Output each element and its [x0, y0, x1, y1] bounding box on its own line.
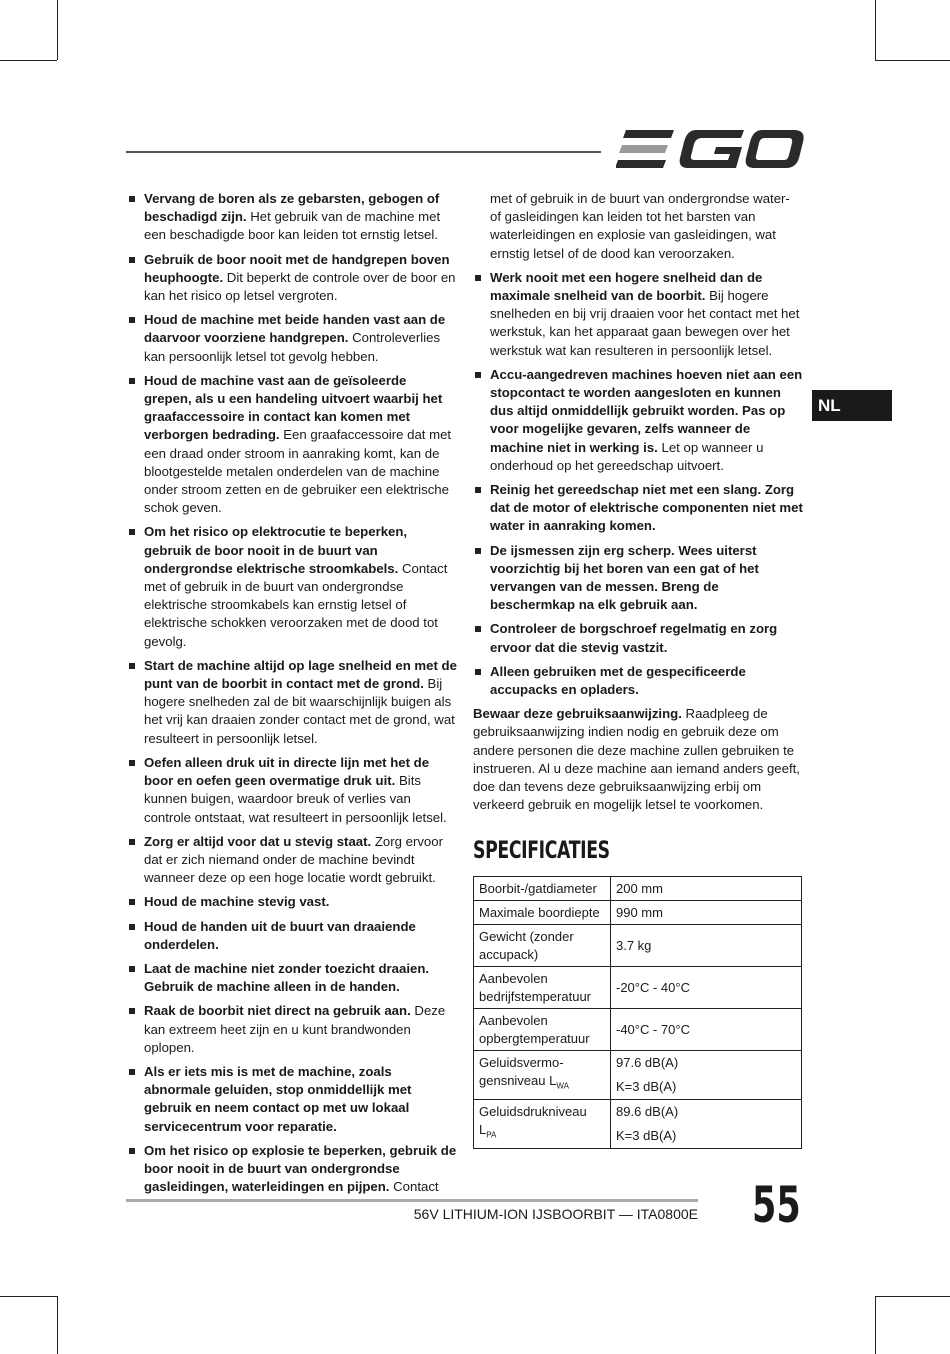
bullet-text: Bits kunnen buigen, waardoor breuk of verlies van controle ontstaat, wat resulteert in persoonlijk letsel.: [144, 773, 447, 825]
page-number: 55: [752, 1176, 801, 1234]
bullet-text: Bij hogere snelheden en bij vrij draaien voor het contact met het werkstuk, kan het apparaat gaan bewegen over het werkstuk wat kan resulteren in persoonlijk letsel.: [490, 288, 800, 358]
closing-paragraph: [473, 705, 803, 814]
crop-mark: [875, 1296, 876, 1354]
bullet-text: Deze kan extreem heet zijn en u kunt brandwonden oplopen.: [144, 1003, 446, 1055]
crop-mark: [57, 0, 58, 60]
bullet-item: [127, 657, 457, 748]
bullet-item: [127, 1063, 457, 1136]
bullet-bold-text: Alleen gebruiken met de gespecificeerde accupacks en opladers.: [490, 663, 746, 698]
spec-key: [474, 1051, 611, 1100]
bullet-bold-text: Om het risico op explosie te beperken, gebruik de boor nooit in de buurt van ondergrondse gasleidingen, waterleidingen en pijpen.: [144, 1142, 457, 1195]
spec-key-subscript: PA: [486, 1130, 497, 1140]
bullet-item: [473, 481, 803, 536]
spec-key-text: Geluidsvermo-gensniveau L: [479, 1055, 564, 1089]
footer-product-name: 56V LITHIUM-ION IJSBOORBIT — ITA0800E: [413, 1206, 698, 1222]
spec-value-line: 97.6 dB(A): [616, 1055, 679, 1070]
spec-row: [474, 967, 802, 1009]
bullet-bold-text: Reinig het gereedschap niet met een slang. Zorg dat de motor of elektrische componenten niet met water in aanraking komen.: [490, 482, 803, 534]
bullet-bold-text: Zorg er altijd voor dat u stevig staat.: [144, 833, 372, 849]
language-tab: NL: [812, 390, 892, 421]
spec-value: 200 mm: [611, 877, 802, 901]
continued-text: met of gebruik in de buurt van ondergrondse water- of gasleidingen kan leiden tot het barsten van waterleidingen en explosie van gasleidingen, wat ernstig letsel of de dood kan veroorzaken.: [490, 191, 790, 261]
bullet-item: [127, 190, 457, 245]
bullet-item: [127, 311, 457, 366]
spec-row: [474, 901, 802, 925]
bullet-item: [473, 366, 803, 475]
bullet-item: [473, 663, 803, 699]
spec-value: -20°C - 40°C: [611, 967, 802, 1009]
bullet-text: Het gebruik van de machine met een beschadigde boor kan leiden tot ernstig letsel.: [144, 209, 441, 243]
bullet-item: [127, 251, 457, 306]
spec-key: [474, 1100, 611, 1149]
bullet-item: [127, 833, 457, 888]
spec-value: [611, 1100, 802, 1149]
spec-key: Aanbevolen bedrijfstemperatuur: [474, 967, 611, 1009]
crop-mark: [0, 1296, 57, 1297]
spec-key-text: Geluidsdrukniveau L: [479, 1104, 587, 1138]
bullet-text: Controleverlies kan persoonlijk letsel tot gevolg hebben.: [144, 330, 441, 364]
bullet-text: Contact: [389, 1179, 439, 1195]
header-rule: [126, 151, 601, 153]
crop-mark: [875, 60, 950, 61]
bullet-text: Zorg ervoor dat er zich niemand onder de machine bevindt wanneer deze op een hoge locatie wordt gebruikt.: [144, 833, 443, 886]
spec-value: -40°C - 70°C: [611, 1009, 802, 1051]
closing-bold: Bewaar deze gebruiksaanwijzing.: [473, 706, 682, 722]
closing-text: Raadpleeg de gebruiksaanwijzing indien nodig en gebruik deze om andere personen die deze machine zullen gebruiken te instrueren. Al u deze machine aan iemand anders geeft, doe dan tevens deze gebruiksaanwijzing erbij om verkeerd gebruik en mogelijk letsel te voorkomen.: [473, 706, 800, 813]
spec-key: Boorbit-/gatdiameter: [474, 877, 611, 901]
bullet-item: [127, 754, 457, 827]
bullet-bold-text: Houd de machine vast aan de geïsoleerde grepen, als u een handeling uitvoert waarbij het graafaccessoire in contact kan komen met verborgen bedrading.: [144, 372, 443, 443]
spec-key: Maximale boordiepte: [474, 901, 611, 925]
bullet-bold-text: Houd de handen uit de buurt van draaiende onderdelen.: [144, 918, 416, 952]
bullet-bold-text: Laat de machine niet zonder toezicht draaien. Gebruik de machine alleen in de handen.: [144, 960, 430, 995]
spec-key-subscript: WA: [556, 1081, 569, 1091]
bullet-item: [127, 523, 457, 650]
ego-logo: [616, 126, 806, 174]
spec-value: [611, 1051, 802, 1100]
bullet-item: [127, 960, 457, 996]
bullet-bold-text: Raak de boorbit niet direct na gebruik aan.: [144, 1003, 411, 1019]
bullet-item: [127, 918, 457, 954]
bullet-text: Dit beperkt de controle over de boor en kan het risico op letsel vergroten.: [144, 269, 456, 304]
bullet-bold-text: Start de machine altijd op lage snelheid en met de punt van de boorbit in contact met de grond.: [144, 657, 457, 692]
spec-value-line: K=3 dB(A): [616, 1079, 677, 1094]
spec-row: [474, 925, 802, 967]
right-bullet-list: [473, 269, 803, 699]
bullet-bold-text: Als er iets mis is met de machine, zoals abnormale geluiden, stop onmiddellijk met gebruik en neem contact op met uw lokaal servicecentrum voor reparatie.: [144, 1063, 412, 1134]
bullet-item: [127, 1002, 457, 1057]
bullet-bold-text: Houd de machine met beide handen vast aan de daarvoor voorziene handgrepen.: [144, 312, 446, 346]
bullet-item: [127, 1142, 457, 1197]
spec-value-line: 89.6 dB(A): [616, 1104, 679, 1119]
spec-row-sound-pressure: [474, 1100, 802, 1149]
bullet-text: Contact met of gebruik in de buurt van ondergrondse elektrische stroomkabels kan ernstig letsel of elektrische schokken veroorzaken met de dood tot gevolg.: [144, 560, 448, 649]
bullet-item: [127, 372, 457, 518]
bullet-bold-text: Oefen alleen druk uit in directe lijn met het de boor en oefen geen overmatige druk uit.: [144, 754, 430, 789]
footer-rule: [126, 1199, 698, 1202]
left-column: [127, 190, 457, 1202]
bullet-bold-text: Gebruik de boor nooit met de handgrepen boven heuphoogte.: [144, 251, 450, 285]
bullet-bold-text: Vervang de boren als ze gebarsten, gebogen of beschadigd zijn.: [144, 191, 440, 225]
bullet-item: [473, 620, 803, 656]
bullet-item: [473, 542, 803, 615]
bullet-text: Let op wanneer u onderhoud op het gereedschap uitvoert.: [490, 439, 764, 473]
spec-row-sound-power: [474, 1051, 802, 1100]
spec-key: Gewicht (zonder accupack): [474, 925, 611, 967]
specs-title: SPECIFICATIES: [473, 836, 610, 864]
spec-value: 990 mm: [611, 901, 802, 925]
bullet-bold-text: Controleer de borgschroef regelmatig en zorg ervoor dat die stevig vastzit.: [490, 621, 778, 655]
spec-row: [474, 1009, 802, 1051]
bullet-bold-text: Om het risico op elektrocutie te beperken, gebruik de boor nooit in de buurt van ondergrondse elektrische stroomkabels.: [144, 524, 408, 576]
bullet-item: [127, 893, 457, 911]
crop-mark: [875, 0, 876, 60]
specs-table: [473, 876, 802, 1149]
bullet-text: Bij hogere snelheden zal de bit waarschijnlijk buigen als het vrij kan draaien zonder contact met de grond, wat resulteert in persoonlijk letsel.: [144, 676, 455, 746]
bullet-bold-text: Accu-aangedreven machines hoeven niet aan een stopcontact te worden aangesloten en kunnen dus altijd onmiddellijk gebruikt worden. Pas op voor mogelijke gevaren, zelfs wanneer de machine niet in werking is.: [490, 366, 803, 455]
crop-mark: [875, 1296, 950, 1297]
spec-value: 3.7 kg: [611, 925, 802, 967]
bullet-bold-text: Houd de machine stevig vast.: [144, 894, 330, 910]
spec-row: [474, 877, 802, 901]
crop-mark: [0, 60, 57, 61]
crop-mark: [57, 1296, 58, 1354]
bullet-bold-text: Werk nooit met een hogere snelheid dan de maximale snelheid van de boorbit.: [490, 269, 763, 304]
spec-value-line: K=3 dB(A): [616, 1128, 677, 1143]
bullet-text: Een graafaccessoire dat met een draad onder stroom in aanraking komt, kan de blootgestelde metalen onderdelen van de machine onder stroom zetten en de gebruiker een elektrische schok geven.: [144, 427, 452, 516]
spec-key: Aanbevolen opbergtemperatuur: [474, 1009, 611, 1051]
right-column: [473, 190, 803, 815]
bullet-bold-text: De ijsmessen zijn erg scherp. Wees uiterst voorzichtig bij het boren van een gat of het vervangen van de messen. Breng de beschermkap na elk gebruik aan.: [490, 542, 759, 613]
bullet-item: [473, 269, 803, 360]
